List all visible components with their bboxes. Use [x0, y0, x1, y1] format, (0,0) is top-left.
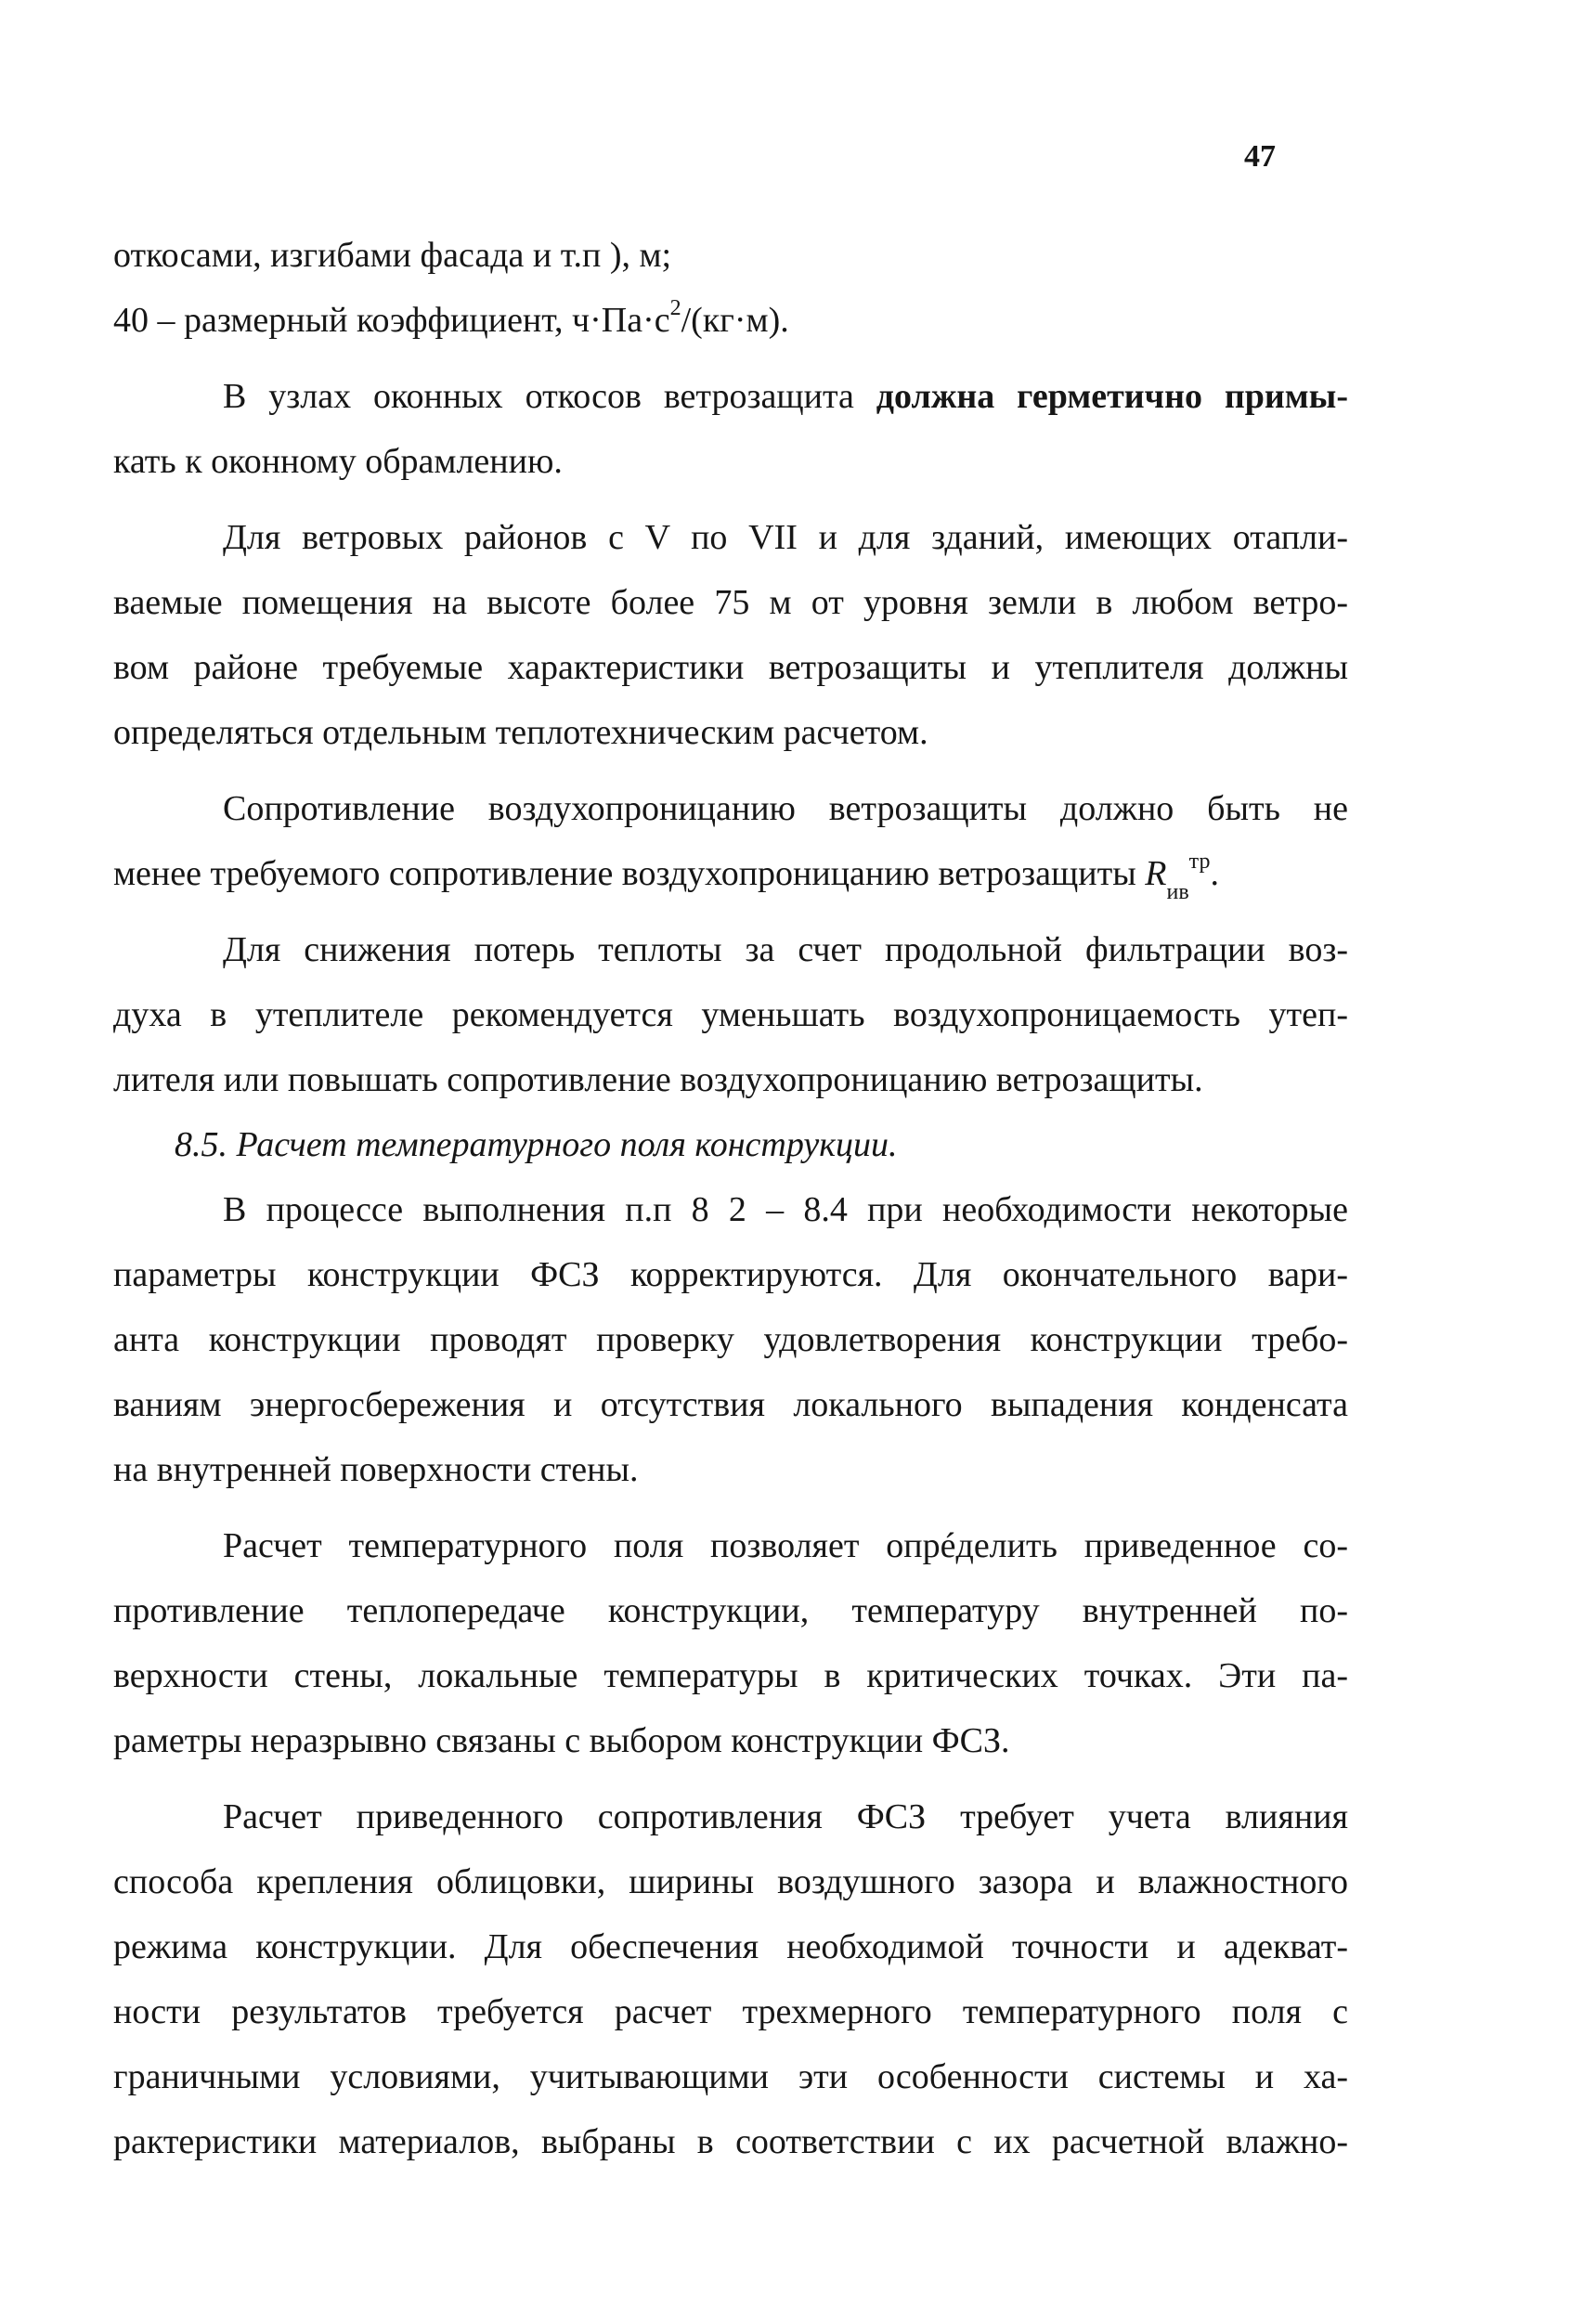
paragraph-gap	[113, 353, 1348, 364]
text-segment: /(кг·м).	[681, 301, 789, 340]
body-text	[113, 223, 1348, 2174]
text-segment: 40 – размерный коэффициент, ч·Па·с	[113, 301, 670, 340]
text-line: рактеристики материалов, выбраны в соответствии с их расчетной влажно-	[113, 2122, 1348, 2161]
text-segment: .	[1210, 854, 1219, 893]
paragraph-gap	[113, 1773, 1348, 1784]
text-line: на внутренней поверхности стены.	[113, 1450, 639, 1489]
text-line: раметры неразрывно связаны с выбором конструкции ФСЗ.	[113, 1721, 1010, 1760]
text-line: определяться отдельным теплотехническим расчетом.	[113, 713, 928, 752]
text-line: верхности стены, локальные температуры в критических точках. Эти па-	[113, 1656, 1348, 1695]
text-line: духа в утеплителе рекомендуется уменьшать воздухопроницаемость утеп-	[113, 995, 1348, 1034]
text-line: лителя или повышать сопротивление воздухопроницанию ветрозащиты.	[113, 1060, 1203, 1099]
text-line: ваниям энергосбережения и отсутствия локального выпадения конденсата	[113, 1385, 1348, 1424]
text-line: Расчет приведенного сопротивления ФСЗ требует учета влияния	[223, 1797, 1348, 1836]
superscript: тр	[1188, 849, 1211, 875]
text-line: способа крепления облицовки, ширины воздушного зазора и влажностного	[113, 1862, 1348, 1901]
text-line: Расчет температурного поля позволяет опрéделить приведенное со-	[223, 1526, 1348, 1565]
text-line: граничными условиями, учитывающими эти особенности системы и ха-	[113, 2057, 1348, 2096]
text-line: ваемые помещения на высоте более 75 м от уровня земли в любом ветро-	[113, 583, 1348, 622]
text-segment: менее требуемого сопротивление воздухопроницанию ветрозащиты	[113, 854, 1146, 893]
text-line: вом районе требуемые характеристики ветрозащиты и утеплителя должны	[113, 648, 1348, 687]
text-line: Для ветровых районов с V по VII и для зданий, имеющих отапли-	[223, 518, 1348, 557]
text-line: режима конструкции. Для обеспечения необходимой точности и адекват-	[113, 1927, 1348, 1966]
formula-symbol: R	[1145, 854, 1167, 893]
text-line: откосами, изгибами фасада и т.п ), м;	[113, 236, 672, 275]
text-line: Для снижения потерь теплоты за счет продольной фильтрации воз-	[223, 930, 1348, 969]
text-line	[113, 364, 1348, 429]
subscript: ив	[1166, 879, 1189, 904]
bold-text-segment: должна герметично примы-	[876, 377, 1348, 416]
text-line: ности результатов требуется расчет трехмерного температурного поля с	[113, 1992, 1348, 2031]
page-number: 47	[1244, 139, 1276, 174]
text-line: Сопротивление воздухопроницанию ветрозащиты должно быть не	[223, 789, 1348, 828]
text-line: В процессе выполнения п.п 8 2 – 8.4 при необходимости некоторые	[223, 1190, 1348, 1229]
paragraph-gap	[113, 765, 1348, 776]
text-line: анта конструкции проводят проверку удовлетворения конструкции требо-	[113, 1320, 1348, 1359]
superscript: 2	[669, 296, 681, 321]
text-line	[113, 841, 1348, 906]
section-heading: 8.5. Расчет температурного поля конструкции.	[175, 1125, 898, 1164]
text-line: противление теплопередаче конструкции, температуру внутренней по-	[113, 1591, 1348, 1630]
text-line	[113, 288, 1348, 353]
paragraph-gap	[113, 494, 1348, 505]
paragraph-gap	[113, 906, 1348, 917]
paragraph-gap	[113, 1502, 1348, 1513]
text-line: кать к оконному обрамлению.	[113, 442, 563, 481]
text-segment: В узлах оконных откосов ветрозащита	[223, 377, 876, 416]
text-line: параметры конструкции ФСЗ корректируются. Для окончательного вари-	[113, 1255, 1348, 1294]
